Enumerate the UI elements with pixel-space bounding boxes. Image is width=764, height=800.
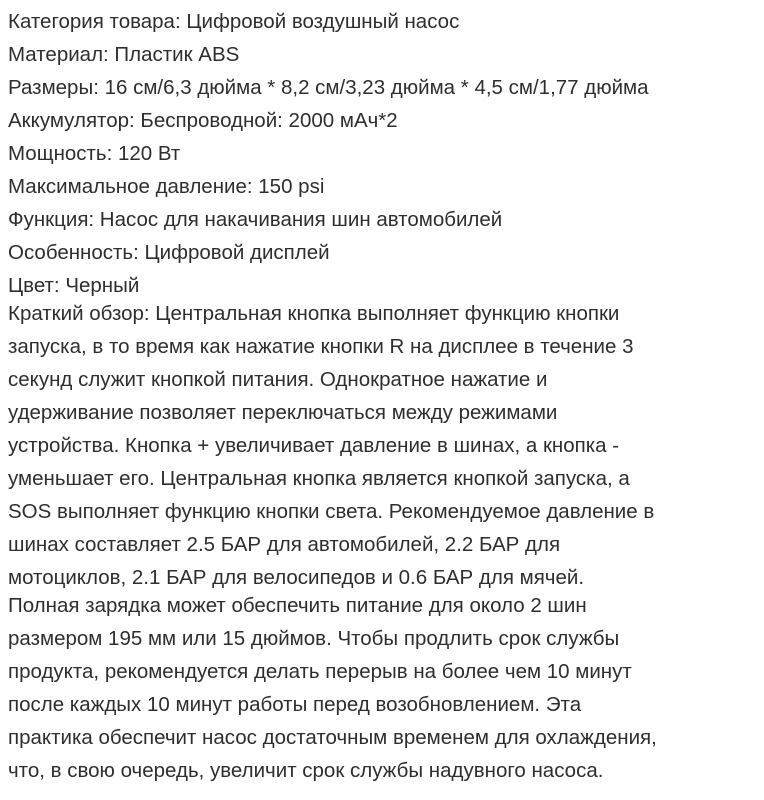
charging-line: размером 195 мм или 15 дюймов. Чтобы продлить срок службы xyxy=(8,627,620,650)
spec-line: Материал: Пластик ABS xyxy=(8,43,240,66)
overview-line: удерживание позволяет переключаться между режимами xyxy=(8,401,558,424)
charging-line: практика обеспечит насос достаточным временем для охлаждения, xyxy=(8,726,657,749)
spec-line: Мощность: 120 Вт xyxy=(8,142,181,165)
spec-line: Аккумулятор: Беспроводной: 2000 мАч*2 xyxy=(8,109,398,132)
spec-line: Категория товара: Цифровой воздушный насос xyxy=(8,10,460,33)
charging-line: продукта, рекомендуется делать перерыв на более чем 10 минут xyxy=(8,660,632,683)
overview-line: уменьшает его. Центральная кнопка является кнопкой запуска, а xyxy=(8,467,630,490)
overview-line: устройства. Кнопка + увеличивает давление в шинах, а кнопка - xyxy=(8,434,620,457)
spec-line: Максимальное давление: 150 psi xyxy=(8,175,325,198)
spec-line: Размеры: 16 см/6,3 дюйма * 8,2 см/3,23 дюйма * 4,5 см/1,77 дюйма xyxy=(8,76,649,99)
overview-line: мотоциклов, 2.1 БАР для велосипедов и 0.6 БАР для мячей. xyxy=(8,566,585,589)
charging-line: Полная зарядка может обеспечить питание для около 2 шин xyxy=(8,594,587,617)
charging-line: что, в свою очередь, увеличит срок службы надувного насоса. xyxy=(8,759,604,782)
overview-line: запуска, в то время как нажатие кнопки R на дисплее в течение 3 xyxy=(8,335,634,358)
spec-line: Функция: Насос для накачивания шин автомобилей xyxy=(8,208,503,231)
charging-line: после каждых 10 минут работы перед возобновлением. Эта xyxy=(8,693,582,716)
spec-line: Особенность: Цифровой дисплей xyxy=(8,241,330,264)
overview-line: шинах составляет 2.5 БАР для автомобилей, 2.2 БАР для xyxy=(8,533,561,556)
spec-line: Цвет: Черный xyxy=(8,274,140,297)
overview-line: SOS выполняет функцию кнопки света. Рекомендуемое давление в xyxy=(8,500,655,523)
overview-line: секунд служит кнопкой питания. Однократное нажатие и xyxy=(8,368,548,391)
overview-line: Краткий обзор: Центральная кнопка выполняет функцию кнопки xyxy=(8,302,620,325)
